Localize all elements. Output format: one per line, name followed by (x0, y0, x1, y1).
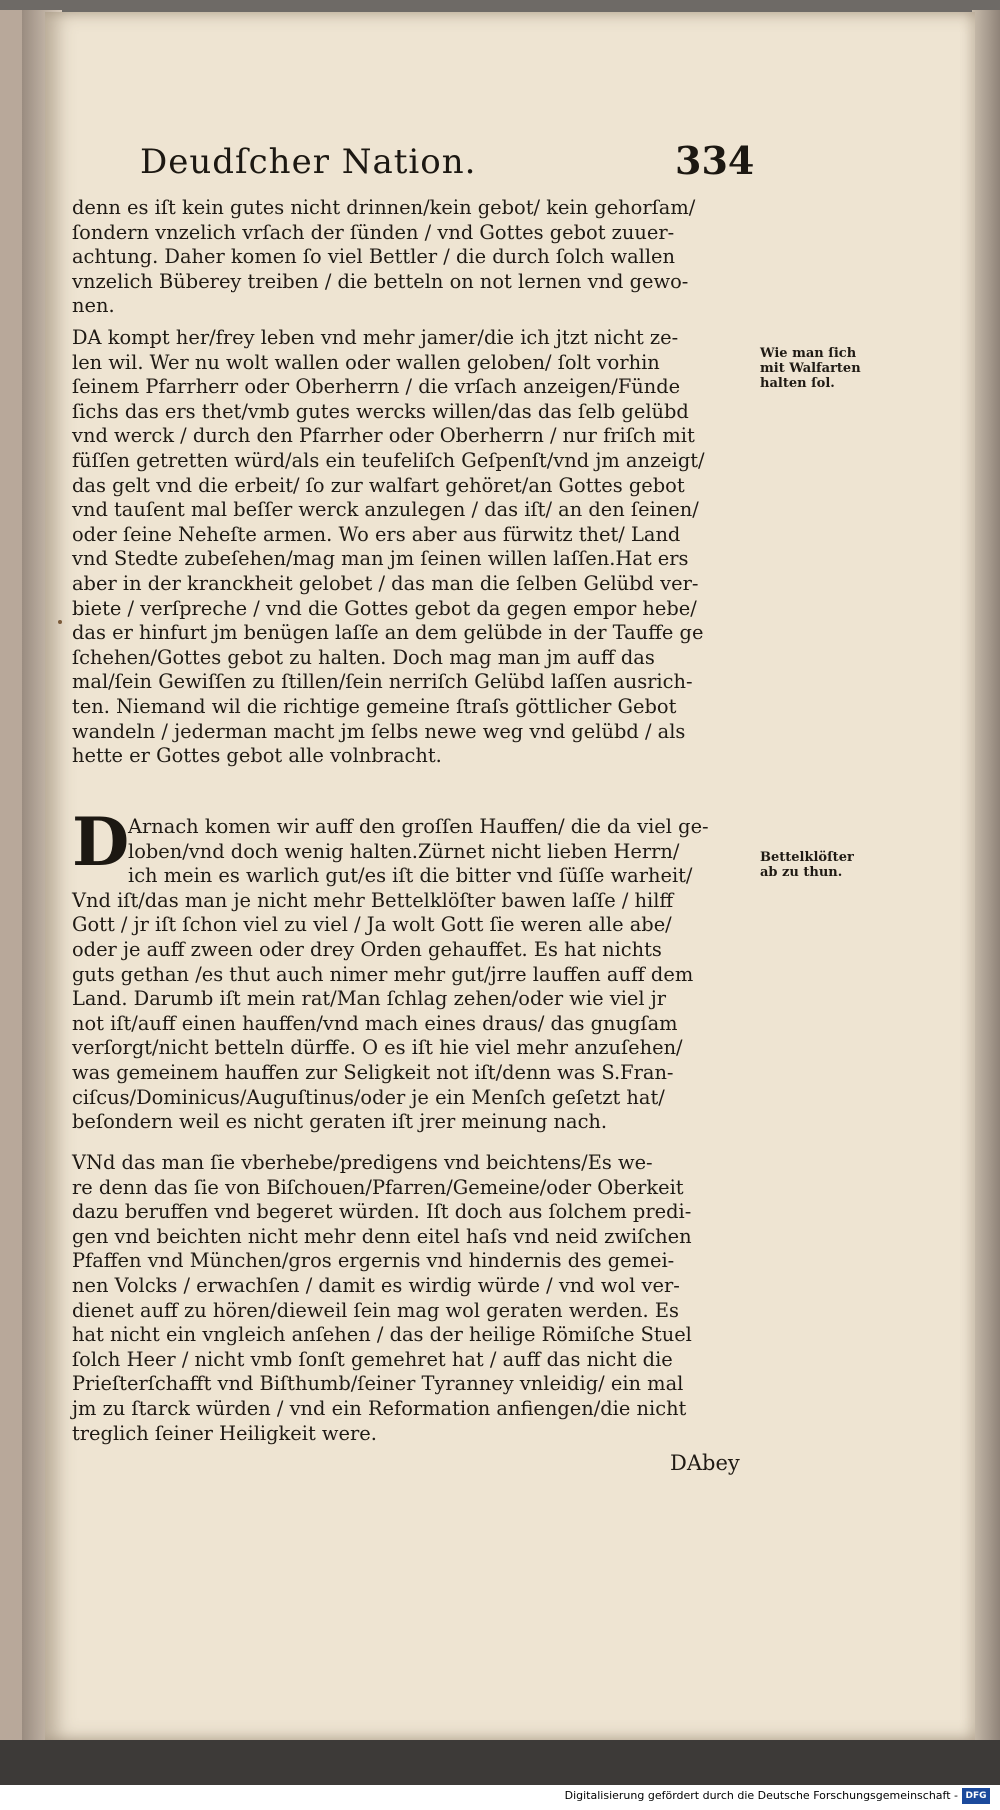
text-line: len wil. Wer nu wolt wallen oder wallen geloben/ ſolt vorhin (72, 350, 660, 374)
initial-letter: D (72, 803, 130, 881)
margin-note-pilgrimage: Wie man ſich mit Walfarten halten ſol. (760, 346, 861, 391)
text-line: verſorgt/nicht betteln dürffe. O es iſt hie viel mehr anzuſehen/ (72, 1036, 683, 1060)
text-line: ſondern vnzelich vrſach der ſünden / vnd Gottes gebot zuuer- (72, 220, 675, 244)
text-line: dazu beruffen vnd begeret würden. Iſt doch aus ſolchem predi- (72, 1200, 692, 1224)
text-line: was gemeinem hauffen zur Seligkeit not iſt/denn was S.Fran- (72, 1060, 674, 1084)
text-line: DA kompt her/frey leben vnd mehr jamer/die ich jtzt nicht ze- (72, 326, 679, 349)
text-line: vnd tauſent mal beſſer werck anzulegen / das iſt/ an den ſeinen/ (72, 498, 699, 522)
text-line: das er hinfurt jm benügen laſſe an dem gelübde in der Tauffe ge (72, 621, 704, 645)
text-line: vnd Stedte zubeſehen/mag man jm ſeinen willen laſſen.Hat ers (72, 547, 689, 571)
text-line: oder ſeine Neheſte armen. Wo ers aber aus fürwitz thet/ Land (72, 522, 681, 546)
text-line: achtung. Daher komen ſo viel Bettler / die durch ſolch wallen (72, 245, 676, 269)
paragraph-2 (72, 326, 752, 769)
facing-page-edge (0, 10, 24, 1740)
text-line: ten. Niemand wil die richtige gemeine ſtraſs göttlicher Gebot (72, 694, 677, 718)
text-line: hat nicht ein vngleich anſehen / das der heilige Römiſche Stuel (72, 1323, 692, 1347)
paragraph-1 (72, 196, 752, 319)
funding-notice: Digitalisierung gefördert durch die Deutsche Forschungsgemeinschaft - (564, 1789, 958, 1802)
text-line: ſolch Heer / nicht vmb ſonſt gemehret hat / auff das nicht die (72, 1347, 673, 1371)
page-fore-edge (972, 10, 1000, 1745)
text-line: gen vnd beichten nicht mehr denn eitel haſs vnd neid zwiſchen (72, 1224, 692, 1248)
catchword: DAbey (670, 1451, 740, 1475)
text-line: nen Volcks / erwachſen / damit es wirdig würde / vnd wol ver- (72, 1273, 680, 1297)
text-line: loben/vnd doch wenig halten.Zürnet nicht lieben Herrn/ (128, 839, 680, 863)
scan-bottom-band (0, 1740, 1000, 1785)
page-number: 334 (675, 138, 755, 183)
text-line: ciſcus/Dominicus/Auguſtinus/oder je ein Menſch geſetzt hat/ (72, 1085, 665, 1109)
text-line: Vnd iſt/das man je nicht mehr Bettelklöſter bawen laſſe / hilff (72, 888, 674, 912)
text-line: das gelt vnd die erbeit/ ſo zur walfart gehöret/an Gottes gebot (72, 473, 685, 497)
running-head: Deudſcher Nation. (140, 142, 477, 182)
text-line: not iſt/auff einen hauffen/vnd mach eines draus/ das gnugſam (72, 1011, 678, 1035)
text-line: treglich ſeiner Heiligkeit were. (72, 1421, 377, 1445)
paper-speck (58, 620, 62, 624)
digitization-footer (0, 1785, 1000, 1810)
text-line: oder je auff zween oder drey Orden gehauffet. Es hat nichts (72, 937, 662, 961)
text-line: biete / verſpreche / vnd die Gottes gebot da gegen empor hebe/ (72, 596, 697, 620)
text-line: jm zu ſtarck würden / vnd ein Reformation anfiengen/die nicht (72, 1396, 687, 1420)
text-line: Arnach komen wir auff den groſſen Hauffen/ die da viel ge- (128, 815, 709, 838)
text-line: wandeln / jederman macht jm ſelbs newe weg vnd gelübd / als (72, 719, 686, 743)
text-line: denn es iſt kein gutes nicht drinnen/kein gebot/ kein gehorſam/ (72, 196, 696, 219)
text-line: ſichs das ers thet/vmb gutes wercks willen/das das ſelb gelübd (72, 399, 689, 423)
text-line: ſchehen/Gottes gebot zu halten. Doch mag man jm auff das (72, 645, 655, 669)
text-line: dienet auff zu hören/dieweil ſein mag wol geraten werden. Es (72, 1298, 679, 1322)
paragraph-3 (72, 815, 752, 1135)
text-line: beſondern weil es nicht geraten iſt jrer meinung nach. (72, 1110, 608, 1134)
paragraph-4 (72, 1151, 752, 1446)
text-line: füſſen getretten würd/als ein teufeliſch Geſpenſt/vnd jm anzeigt/ (72, 448, 705, 472)
text-line: vnd werck / durch den Pfarrher oder Oberherrn / nur friſch mit (72, 424, 695, 448)
text-line: Land. Darumb iſt mein rat/Man ſchlag zehen/oder wie viel jr (72, 987, 667, 1011)
margin-note-mendicant-cloisters: Bettelklöſter ab zu thun. (760, 850, 854, 880)
text-line: re denn das ſie von Biſchouen/Pfarren/Gemeine/oder Oberkeit (72, 1175, 684, 1199)
text-line: nen. (72, 294, 115, 318)
text-line: ſeinem Pfarrherr oder Oberherrn / die vrſach anzeigen/Fünde (72, 375, 681, 399)
dfg-logo[interactable]: DFG (962, 1788, 990, 1804)
text-line: VNd das man ſie vberhebe/predigens vnd beichtens/Es we- (72, 1151, 653, 1174)
text-line: aber in der kranckheit gelobet / das man die ſelben Gelübd ver- (72, 571, 699, 595)
text-line: guts gethan /es thut auch nimer mehr gut/jrre lauffen auff dem (72, 962, 694, 986)
text-line: Pfaffen vnd München/gros ergernis vnd hindernis des gemei- (72, 1249, 675, 1273)
text-line: ich mein es warlich gut/es iſt die bitter vnd ſüſſe warheit/ (128, 864, 693, 888)
text-line: hette er Gottes gebot alle volnbracht. (72, 744, 442, 768)
text-line: vnzelich Büberey treiben / die betteln on not lernen vnd gewo- (72, 269, 689, 293)
text-line: Prieſterſchafft vnd Biſthumb/ſeiner Tyranney vnleidig/ ein mal (72, 1372, 684, 1396)
text-line: Gott / jr iſt ſchon viel zu viel / Ja wolt Gott ſie weren alle abe/ (72, 913, 672, 937)
text-line: mal/ſein Gewiſſen zu ſtillen/ſein nerriſch Gelübd laſſen ausrich- (72, 670, 693, 694)
